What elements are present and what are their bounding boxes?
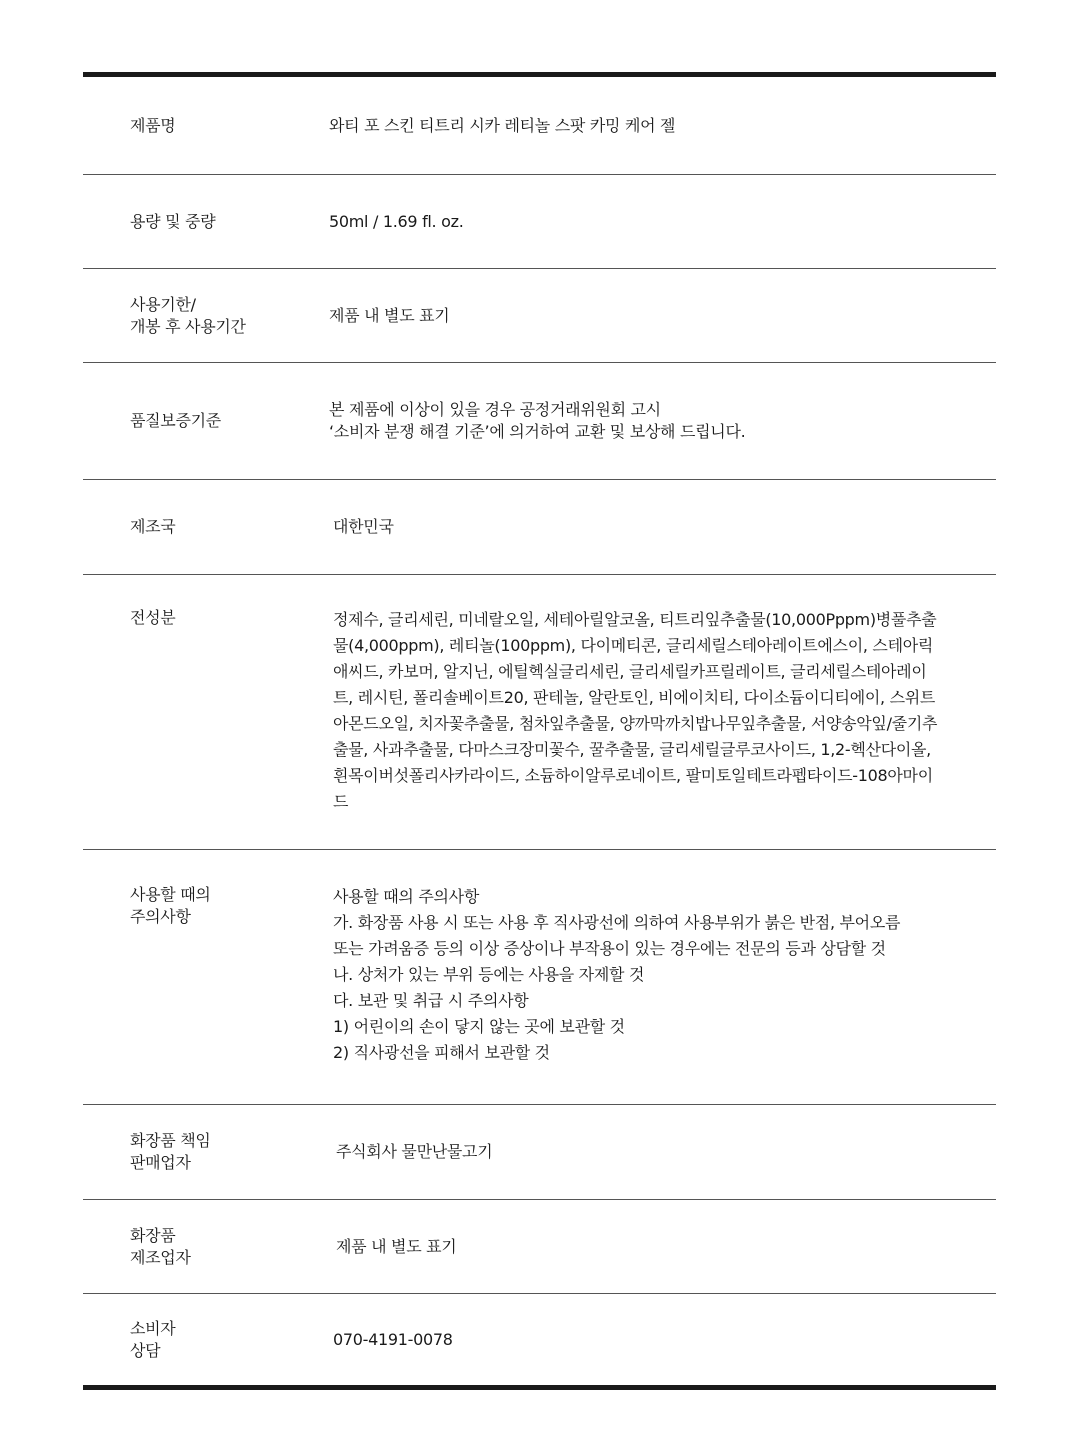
row-label: 전성분 [130,608,176,627]
row-label: 화장품 책임 판매업자 [130,1131,211,1172]
row-value: 50ml / 1.69 fl. oz. [329,211,464,231]
row-label: 사용기한/ 개봉 후 사용기간 [130,294,246,336]
row-label: 제품명 [130,115,176,135]
row-label: 소비자 상담 [130,1318,176,1360]
table-row-ingredients [83,575,996,850]
row-value: 070-4191-0078 [333,1329,453,1349]
row-value: 정제수, 글리세린, 미네랄오일, 세테아릴알코올, 티트리잎추출물(10,000Pppm)병풀추출물(4,000ppm), 레티놀(100ppm), 다이메티콘, 글리세릴스테아레이트에스이, 스테아릭애씨드, 카보머, 알지닌, 에틸헥실글리세린, 글리세릴카프릴레이트, 글리세릴스테아레이트, 레시틴, 폴리솔베이트20, 판테놀, 알란토인, 비에이치티, 다이소듐이디티에이, 스위트아몬드오일, 치자꽃추출물, 첨차잎추출물, 양까막까치밥나무잎추출물, 서양송악잎/줄기추출물, 사과추출물, 다마스크장미꽃수, 꿀추출물, 글리세릴글루코사이드, 1,2-헥산다이올, 흰목이버섯폴리사카라이드, 소듐하이알루로네이트, 팔미토일테트라펩타이드-108아마이드 [333,610,938,811]
table-row-cautions [83,850,996,1105]
table-row-consumer-support [83,1294,996,1385]
table-row-quality-guarantee [83,363,996,480]
row-value: 주식회사 물만난물고기 [336,1142,493,1161]
table-row-expiry [83,269,996,363]
row-label: 품질보증기준 [130,411,221,430]
table-row-product-name [83,77,996,175]
row-value: 대한민국 [333,517,394,536]
row-value: 사용할 때의 주의사항 가. 화장품 사용 시 또는 사용 후 직사광선에 의하여 사용부위가 붉은 반점, 부어오름 또는 가려움증 등의 이상 증상이나 부작용이 있는 경우에는 전문의 등과 상담할 것 나. 상처가 있는 부위 등에는 사용을 자제할 것 다. 보관 및 취급 시 주의사항 1) 어린이의 손이 닿지 않는 곳에 보관할 것 2) 직사광선을 피해서 보관할 것 [333,887,901,1062]
row-value: 와티 포 스킨 티트리 시카 레티놀 스팟 카밍 케어 젤 [329,115,676,135]
row-label: 제조국 [130,517,176,536]
table-row-responsible-seller [83,1105,996,1200]
table-row-manufacturer [83,1200,996,1294]
product-info-table [83,72,996,1390]
row-label: 용량 및 중량 [130,211,216,231]
row-label: 사용할 때의 주의사항 [130,885,211,926]
table-row-volume [83,175,996,269]
row-value: 제품 내 별도 표기 [329,305,450,325]
row-label: 화장품 제조업자 [130,1225,191,1267]
row-value: 제품 내 별도 표기 [336,1236,457,1256]
table-row-country [83,480,996,575]
row-value: 본 제품에 이상이 있을 경우 공정거래위원회 고시 ‘소비자 분쟁 해결 기준’에 의거하여 교환 및 보상해 드립니다. [329,400,746,441]
